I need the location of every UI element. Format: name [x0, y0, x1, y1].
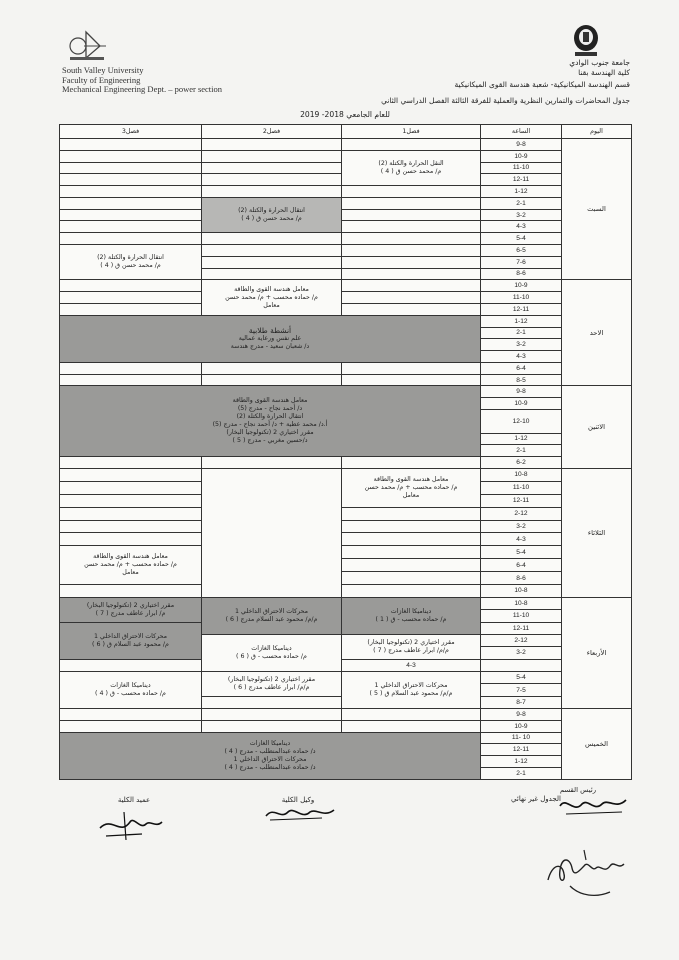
class-entry — [202, 597, 342, 634]
hour-cell: 8-6 — [481, 572, 562, 585]
hour-cell: 5-4 — [481, 233, 562, 245]
hour-cell: 4-3 — [481, 533, 562, 546]
instructor-room: د/حسين مغربي - مدرج ( 5 ) — [232, 437, 308, 445]
empty-cell — [60, 139, 202, 151]
table-row — [60, 139, 632, 151]
hour-cell: 10-8 — [481, 597, 562, 609]
class-entry — [342, 634, 481, 659]
empty-cell — [342, 256, 481, 268]
schedule-table — [59, 124, 632, 780]
dean-label: عميد الكلية — [117, 796, 151, 804]
handwritten-note-drawing — [540, 840, 632, 904]
empty-cell — [342, 507, 481, 520]
instructor-room: م/م/ محمود عبد السلام ق ( 5 ) — [369, 690, 453, 698]
empty-cell — [342, 221, 481, 233]
svu-logo — [66, 28, 108, 62]
hour-cell: 8-5 — [481, 374, 562, 386]
table-row — [60, 374, 632, 386]
instructor-room: م/ حماده محسب - ق ( 1 ) — [375, 615, 447, 623]
course-name: مقرر اختياري 2 (تكنولوجيا البخار) — [367, 638, 455, 646]
empty-cell — [60, 197, 202, 209]
hour-cell: 11-10 — [481, 292, 562, 304]
course-name: معامل هندسة القوى والطاقة — [232, 397, 308, 405]
course-name: محركات الاحتراق الداخلي 1 — [94, 632, 167, 640]
empty-cell — [202, 720, 342, 732]
empty-cell — [202, 374, 342, 386]
col-header-sec2: فصل2 — [202, 125, 342, 139]
table-row — [60, 672, 632, 684]
empty-cell — [60, 468, 202, 481]
table-row — [60, 292, 632, 304]
instructor-room: د/ شعبان سعيد - مدرج هندسة — [230, 342, 310, 350]
hour-cell: 2-1 — [481, 767, 562, 779]
empty-cell — [342, 186, 481, 198]
hour-cell: 7-6 — [481, 256, 562, 268]
class-entry — [202, 280, 342, 315]
class-entry — [60, 672, 202, 709]
hour-cell: 2-12 — [481, 507, 562, 520]
empty-cell — [202, 696, 342, 708]
instructor-room: د/ أحمد نجاح - مدرج (5) — [237, 405, 303, 413]
col-header-hour: الساعة — [481, 125, 562, 139]
hour-cell: 10-9 — [481, 150, 562, 162]
instructor-room: م/ محمد حسن ق ( 4 ) — [241, 215, 302, 223]
hour-cell: 11-10 — [481, 610, 562, 622]
hour-cell: 2-1 — [481, 327, 562, 339]
day-cell-thursday: الخميس — [562, 709, 632, 780]
table-row — [60, 597, 632, 609]
col-header-sec1: فصل1 — [342, 125, 481, 139]
empty-cell — [60, 186, 202, 198]
empty-cell — [342, 139, 481, 151]
schedule-title: جدول المحاضرات والتمارين النظرية والعملية للفرقة الثالثة الفصل الدراسي الثاني — [381, 96, 630, 105]
hour-cell: 10-8 — [481, 585, 562, 598]
faculty-emblem — [571, 22, 601, 58]
table-row — [60, 720, 632, 732]
empty-cell — [342, 197, 481, 209]
empty-cell — [60, 494, 202, 507]
hour-cell: 11-10 — [481, 481, 562, 494]
handwritten-note — [540, 840, 632, 904]
class-entry — [202, 197, 342, 232]
course-name: مقرر اختياري 2 (تكنولوجيا البخار) — [226, 429, 314, 437]
empty-cell — [342, 374, 481, 386]
class-entry — [202, 634, 342, 671]
col-header-sec3: فصل3 — [60, 125, 202, 139]
instructor-room: م/ حماده محسب - ق ( 6 ) — [236, 652, 307, 660]
empty-cell — [202, 174, 342, 186]
course-name: انتقال الحرارة والكتلة (2) — [97, 254, 164, 262]
hour-cell: 5-4 — [481, 546, 562, 559]
empty-cell — [202, 457, 342, 469]
hour-cell: 10-9 — [481, 398, 562, 410]
class-entry-all-sections — [60, 732, 481, 779]
empty-cell — [202, 162, 342, 174]
instructor-room: م/ حماده محسب + م/ محمد حسن — [225, 293, 318, 301]
course-name: علم نفس ورعاية عمالية — [238, 334, 302, 342]
hour-cell: 1-12 — [481, 433, 562, 445]
table-row — [60, 732, 632, 744]
empty-cell — [60, 209, 202, 221]
empty-cell — [342, 245, 481, 257]
course-name: ديناميكا الغازات — [249, 739, 291, 747]
table-row — [60, 280, 632, 292]
course-name: ديناميكا الغازات — [110, 682, 151, 690]
empty-cell — [202, 268, 342, 280]
class-entry — [60, 245, 202, 280]
empty-cell — [342, 233, 481, 245]
hour-cell: 9-8 — [481, 709, 562, 721]
hour-cell: 12-11 — [481, 303, 562, 315]
empty-cell — [342, 546, 481, 559]
empty-cell — [342, 709, 481, 721]
empty-cell — [342, 362, 481, 374]
hour-cell: 6-4 — [481, 559, 562, 572]
empty-cell — [60, 362, 202, 374]
table-row — [60, 520, 632, 533]
university-name-en: South Valley University — [62, 65, 144, 75]
instructor-room: م/ حماده محسب + م/ محمد حسن — [364, 483, 458, 491]
instructor-room: م/ محمد حسن ق ( 4 ) — [100, 262, 161, 270]
empty-cell — [342, 457, 481, 469]
hour-cell: 6-2 — [481, 457, 562, 469]
class-entry — [342, 468, 481, 507]
empty-cell — [342, 268, 481, 280]
course-name: ديناميكا الغازات — [390, 607, 432, 615]
day-cell-saturday: السبت — [562, 139, 632, 280]
logo-mark — [66, 28, 108, 62]
empty-cell — [202, 139, 342, 151]
empty-cell — [202, 362, 342, 374]
empty-cell — [60, 533, 202, 546]
table-row — [60, 533, 632, 546]
hour-cell: 2-1 — [481, 445, 562, 457]
hour-cell: 4-3 — [342, 659, 481, 671]
hour-cell: 8-6 — [481, 268, 562, 280]
table-row — [60, 507, 632, 520]
empty-cell — [60, 292, 202, 304]
table-row — [60, 245, 632, 257]
empty-cell — [342, 209, 481, 221]
head-signature-drawing — [556, 792, 630, 820]
instructor-room: أ.د/ محمد عطية + د/ أحمد نجاح - مدرج (5) — [212, 421, 328, 429]
instructor-room: م/ حماده محسب + م/ محمد حسن — [84, 561, 177, 569]
faculty-name-ar: كلية الهندسة بقنا — [578, 68, 630, 77]
hour-cell: 10-9 — [481, 720, 562, 732]
instructor-room: م/م/ محمود عبد السلام مدرج ( 6 ) — [225, 615, 318, 623]
header-right-block — [460, 58, 630, 78]
empty-cell — [202, 150, 342, 162]
table-row — [60, 186, 632, 198]
class-entry-all-sections — [60, 386, 481, 457]
course-name: محركات الاحتراق الداخلي 1 — [235, 607, 308, 615]
class-entry — [60, 622, 202, 659]
instructor-room: م/ حماده محسب - ق ( 4 ) — [95, 690, 166, 698]
empty-cell — [342, 280, 481, 292]
hour-cell: 5-4 — [481, 672, 562, 684]
hour-cell: 1-12 — [481, 315, 562, 327]
instructor-room: م/م/ ابرار عاطف مدرج ( 7 ) — [373, 646, 449, 654]
class-entry-all-sections — [60, 315, 481, 362]
empty-cell — [202, 256, 342, 268]
course-name: محركات الاحتراق الداخلي 1 — [374, 682, 448, 690]
head-of-department-label: رئيس القسم — [559, 786, 597, 794]
empty-cell — [342, 585, 481, 598]
hour-cell: 12-10 — [481, 409, 562, 433]
table-row — [60, 150, 632, 162]
class-entry — [202, 672, 342, 697]
table-row — [60, 315, 632, 327]
department-name-ar: قسم الهندسة الميكانيكية- شعبة هندسة القوى الميكانيكية — [454, 80, 630, 89]
hour-cell: 3-2 — [481, 209, 562, 221]
day-cell-wednesday: الأربعاء — [562, 597, 632, 708]
hour-cell: 12-11 — [481, 174, 562, 186]
hour-cell: 2-12 — [481, 634, 562, 646]
empty-cell — [60, 659, 202, 671]
empty-cell — [342, 720, 481, 732]
class-entry — [342, 597, 481, 634]
empty-cell — [202, 186, 342, 198]
course-name: معامل هندسة القوى والطاقة — [373, 475, 449, 483]
empty-cell — [60, 709, 202, 721]
empty-cell — [60, 507, 202, 520]
course-name: النقل الحرارة والكتلة (2) — [378, 159, 444, 167]
table-row — [60, 468, 632, 481]
hour-cell: 1-12 — [481, 756, 562, 768]
empty-cell — [202, 468, 342, 597]
hour-cell: 3-2 — [481, 647, 562, 659]
class-entry — [60, 546, 202, 585]
day-cell-tuesday: الثلاثاء — [562, 468, 632, 597]
empty-cell — [60, 303, 202, 315]
hour-cell: 10-8 — [481, 468, 562, 481]
empty-cell — [60, 233, 202, 245]
instructor-room: م/ محمد حسن ق ( 4 ) — [380, 167, 442, 175]
table-header-row — [60, 125, 632, 139]
empty-cell — [60, 280, 202, 292]
hour-cell: 9-8 — [481, 386, 562, 398]
hour-cell: 3-2 — [481, 520, 562, 533]
course-name: مقرر اختياري 2 (تكنولوجيا البخار) — [227, 675, 316, 683]
empty-cell — [202, 233, 342, 245]
vice-dean-signature — [262, 800, 338, 826]
instructor-room: م/ ابرار عاطف مدرج ( 7 ) — [95, 609, 166, 617]
class-entry — [342, 150, 481, 185]
hour-cell: 12-11 — [481, 622, 562, 634]
instructor-room: م/ محمود عبد السلام ق ( 6 ) — [92, 640, 169, 648]
emblem-mark — [571, 22, 601, 58]
empty-cell — [342, 520, 481, 533]
course-name: محركات الاحتراق الداخلي 1 — [233, 755, 307, 763]
hour-cell: 9-8 — [481, 139, 562, 151]
table-row — [60, 221, 632, 233]
faculty-name-en: Faculty of Engineering — [62, 74, 141, 85]
empty-cell — [60, 150, 202, 162]
empty-cell — [60, 162, 202, 174]
session-type: معامل — [402, 491, 420, 499]
hour-cell: 7-5 — [481, 684, 562, 696]
col-header-day: اليوم — [562, 125, 632, 139]
course-name: معامل هندسة القوى والطاقة — [234, 285, 309, 293]
empty-cell — [342, 533, 481, 546]
empty-cell — [60, 585, 202, 598]
instructor-room: م/م/ ابرار عاطف مدرج ( 6 ) — [233, 683, 310, 691]
empty-cell — [60, 481, 202, 494]
hour-cell: 11-10 — [481, 162, 562, 174]
empty-cell — [202, 709, 342, 721]
empty-cell — [202, 245, 342, 257]
dean-signature — [96, 806, 166, 842]
instructor-room: د/ حماده عبدالمنطلب - مدرج ( 4 ) — [224, 763, 316, 771]
university-name-ar: جامعة جنوب الوادي — [569, 58, 630, 67]
hour-cell: 8-7 — [481, 696, 562, 708]
table-row — [60, 303, 632, 315]
not-final-note: الجدول غير نهائي — [511, 795, 561, 803]
empty-cell — [342, 303, 481, 315]
hour-cell: 11- 10 — [481, 732, 562, 744]
empty-cell — [342, 559, 481, 572]
course-name: مقرر اختياري 2 (تكنولوجيا البخار) — [86, 601, 175, 609]
academic-year: للعام الجامعي 2018- 2019 — [300, 110, 390, 119]
table-row — [60, 197, 632, 209]
table-row — [60, 585, 632, 598]
hour-cell: 2-1 — [481, 197, 562, 209]
vice-dean-label: وكيل الكلية — [281, 796, 315, 804]
empty-cell — [60, 720, 202, 732]
empty-cell — [60, 520, 202, 533]
hour-cell: 6-5 — [481, 245, 562, 257]
course-name: انتقال الحرارة والكتلة (2) — [236, 413, 304, 421]
empty-cell — [60, 457, 202, 469]
hour-cell: 6-4 — [481, 362, 562, 374]
empty-cell — [60, 374, 202, 386]
head-of-department-signature — [556, 792, 630, 820]
course-name: انتقال الحرارة والكتلة (2) — [238, 207, 305, 215]
day-cell-sunday: الاحد — [562, 280, 632, 386]
course-name: معامل هندسة القوى والطاقة — [93, 553, 168, 561]
hour-cell: 4-3 — [481, 351, 562, 363]
hour-cell: 10-9 — [481, 280, 562, 292]
day-cell-monday: الاثنين — [562, 386, 632, 468]
dean-signature-drawing — [96, 806, 166, 842]
department-name-en: Mechanical Engineering Dept. – power section — [62, 84, 223, 94]
table-row — [60, 546, 632, 559]
instructor-room: د/ حماده عبدالمنطلب - مدرج ( 4 ) — [224, 747, 316, 755]
table-row — [60, 386, 632, 398]
empty-cell — [60, 174, 202, 186]
hour-cell: 1-12 — [481, 186, 562, 198]
hour-cell: 12-11 — [481, 744, 562, 756]
table-row — [60, 457, 632, 469]
empty-cell — [342, 572, 481, 585]
course-name: ديناميكا الغازات — [251, 644, 292, 652]
hour-cell: 12-11 — [481, 494, 562, 507]
table-row — [60, 362, 632, 374]
table-row — [60, 233, 632, 245]
empty-cell — [342, 292, 481, 304]
class-entry — [60, 597, 202, 622]
table-row — [60, 209, 632, 221]
hour-cell: 3-2 — [481, 339, 562, 351]
empty-cell — [60, 221, 202, 233]
table-row — [60, 659, 632, 671]
class-entry — [342, 672, 481, 709]
activity-name: أنشطة طلابية — [248, 325, 292, 335]
session-type: معامل — [263, 301, 280, 309]
table-row — [60, 709, 632, 721]
hour-cell: 4-3 — [481, 221, 562, 233]
session-type: معامل — [122, 569, 139, 577]
header-left-block — [62, 66, 322, 95]
vice-dean-signature-drawing — [262, 800, 338, 826]
